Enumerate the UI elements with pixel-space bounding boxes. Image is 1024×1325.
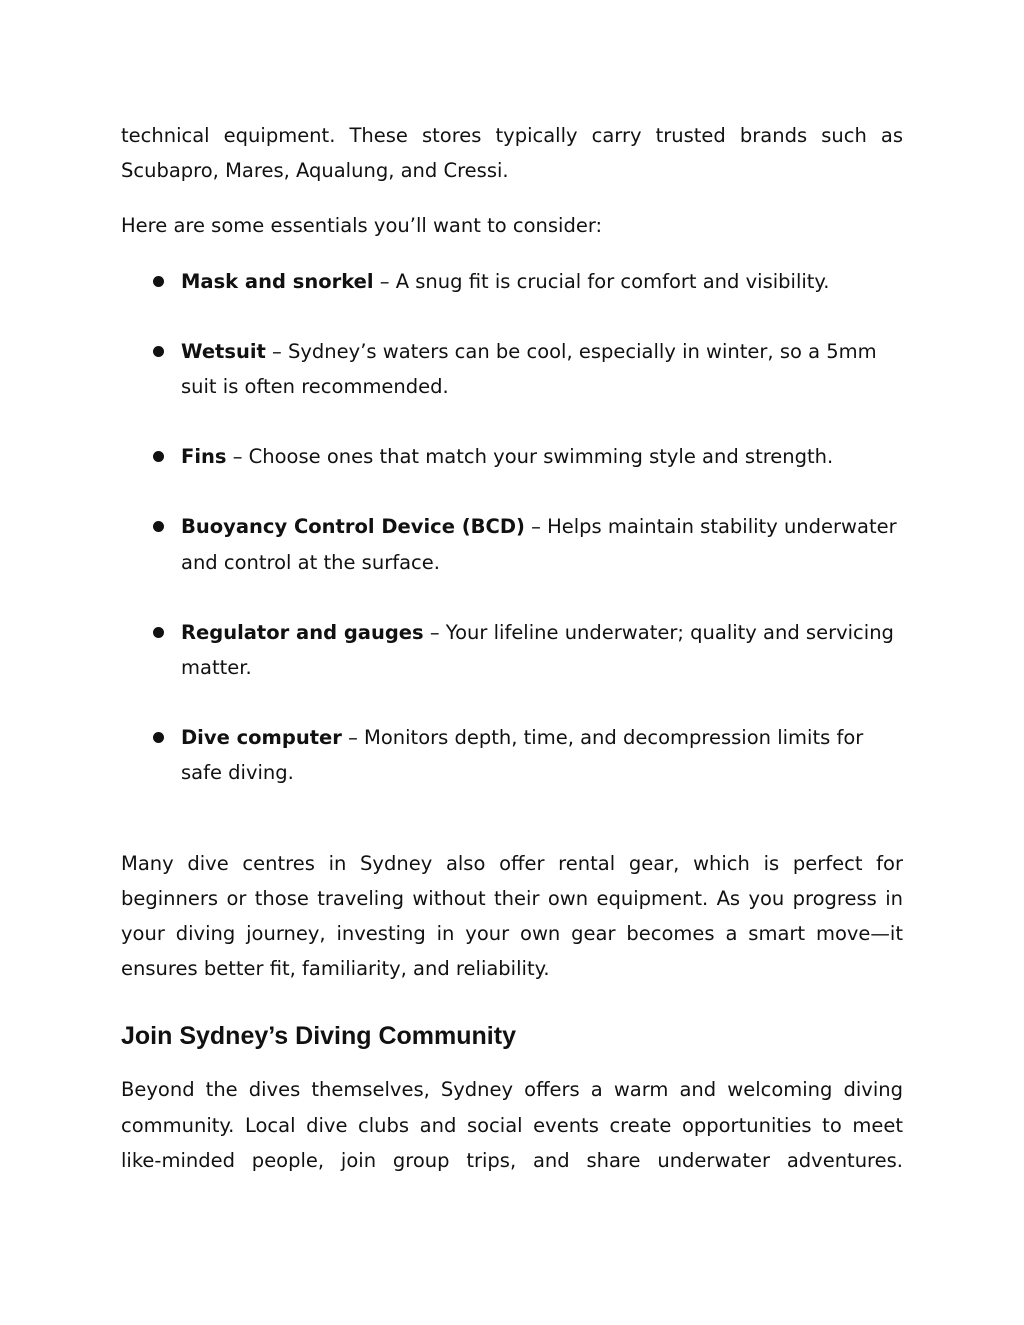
list-item-term: Regulator and gauges	[181, 620, 424, 644]
list-item-regulator-gauges	[121, 615, 903, 685]
list-item-dive-computer	[121, 720, 903, 790]
list-item-term: Dive computer	[181, 726, 342, 750]
bullet-icon	[153, 451, 164, 462]
community-paragraph: Beyond the dives themselves, Sydney offers a warm and welcoming diving community. Local dive clubs and social events create opportunities to meet like-minded people, join group trips, and share underwater adventures.	[121, 1078, 903, 1172]
list-item-fins	[121, 439, 903, 474]
rental-gear-paragraph: Many dive centres in Sydney also offer rental gear, which is perfect for beginners or those traveling without their own equipment. As you progress in your diving journey, investing in your own gear becomes a smart move—it ensures better fit, familiarity, and reliability.	[121, 851, 903, 981]
list-item-term: Buoyancy Control Device (BCD)	[181, 515, 525, 539]
list-item-bcd	[121, 509, 903, 579]
list-item-mask-snorkel	[121, 264, 903, 299]
intro-paragraph: technical equipment. These stores typically carry trusted brands such as Scubapro, Mares, Aqualung, and Cressi.	[121, 124, 903, 183]
list-item-description: – Sydney’s waters can be cool, especially in winter, so a 5mm suit is often recommended.	[181, 339, 877, 399]
list-item-term: Wetsuit	[181, 339, 266, 363]
bullet-icon	[153, 732, 164, 743]
list-item-term: Mask and snorkel	[181, 269, 374, 293]
document-page	[121, 118, 903, 1178]
bullet-icon	[153, 521, 164, 532]
essentials-lead-in: Here are some essentials you’ll want to consider:	[121, 214, 603, 238]
list-item-description: – Choose ones that match your swimming style and strength.	[226, 445, 834, 469]
bullet-icon	[153, 627, 164, 638]
list-item-description: – A snug fit is crucial for comfort and visibility.	[373, 269, 830, 293]
list-item-term: Fins	[181, 445, 227, 469]
bullet-icon	[153, 346, 164, 357]
essentials-list	[121, 264, 903, 791]
list-item-wetsuit	[121, 334, 903, 404]
bullet-icon	[153, 276, 164, 287]
section-heading: Join Sydney’s Diving Community	[121, 1022, 516, 1051]
list-item-description: – Your lifeline underwater; quality and servicing matter.	[181, 620, 894, 680]
list-item-description: – Monitors depth, time, and decompression limits for safe diving.	[181, 726, 864, 785]
list-item-description: – Helps maintain stability underwater and control at the surface.	[181, 515, 897, 574]
